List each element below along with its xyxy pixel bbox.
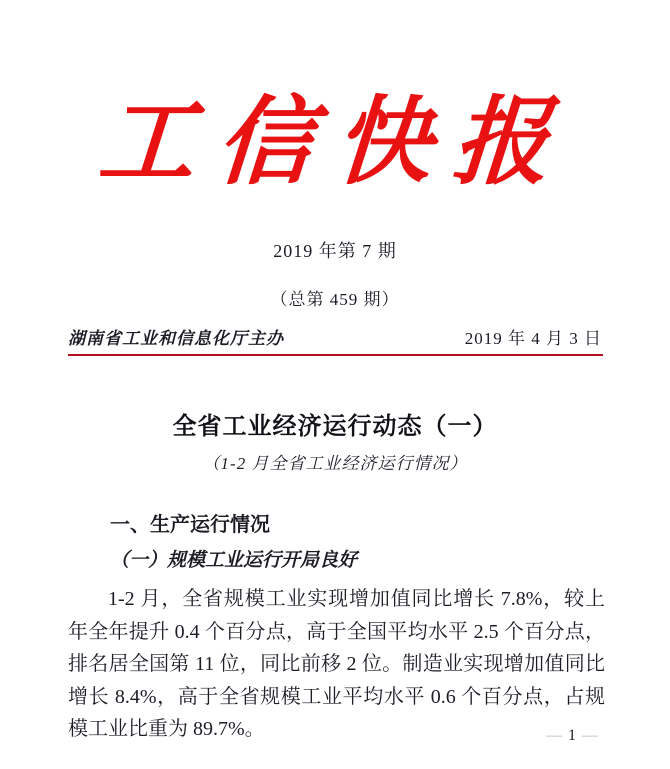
footer-page-number: 1 (568, 727, 578, 744)
section-heading-production: 一、生产运行情况 (110, 514, 270, 536)
footer-left-dash: — (546, 727, 564, 744)
page-number-footer (546, 727, 600, 745)
red-divider-rule (68, 354, 603, 356)
organizer-name: 湖南省工业和信息化厅主办 (68, 329, 284, 348)
article-subtitle: （1-2 月全省工业经济运行情况） (202, 454, 468, 473)
issue-number-line: 2019 年第 7 期 (273, 241, 397, 261)
publication-date: 2019 年 4 月 3 日 (464, 329, 602, 348)
article-title: 全省工业经济运行动态（一） (172, 414, 498, 440)
subsection-heading-scale-industry: （一）规模工业运行开局良好 (110, 550, 358, 571)
masthead-title: 工信快报 (95, 89, 575, 196)
body-paragraph: 1-2 月，全省规模工业实现增加值同比增长 7.8%，较上年全年提升 0.4 个百分点，高于全国平均水平 2.5 个百分点，排名居全国第 11 位，同比前移 2 位。制造业实现增加值同比增长 8.4%，高于全省规模工业平均水平 0.6 个百分点，占规模工业比重为 89.7%。 (68, 588, 605, 740)
footer-right-dash: — (582, 727, 600, 744)
issue-total-line: （总第 459 期） (270, 290, 400, 309)
publisher-row (68, 324, 602, 349)
